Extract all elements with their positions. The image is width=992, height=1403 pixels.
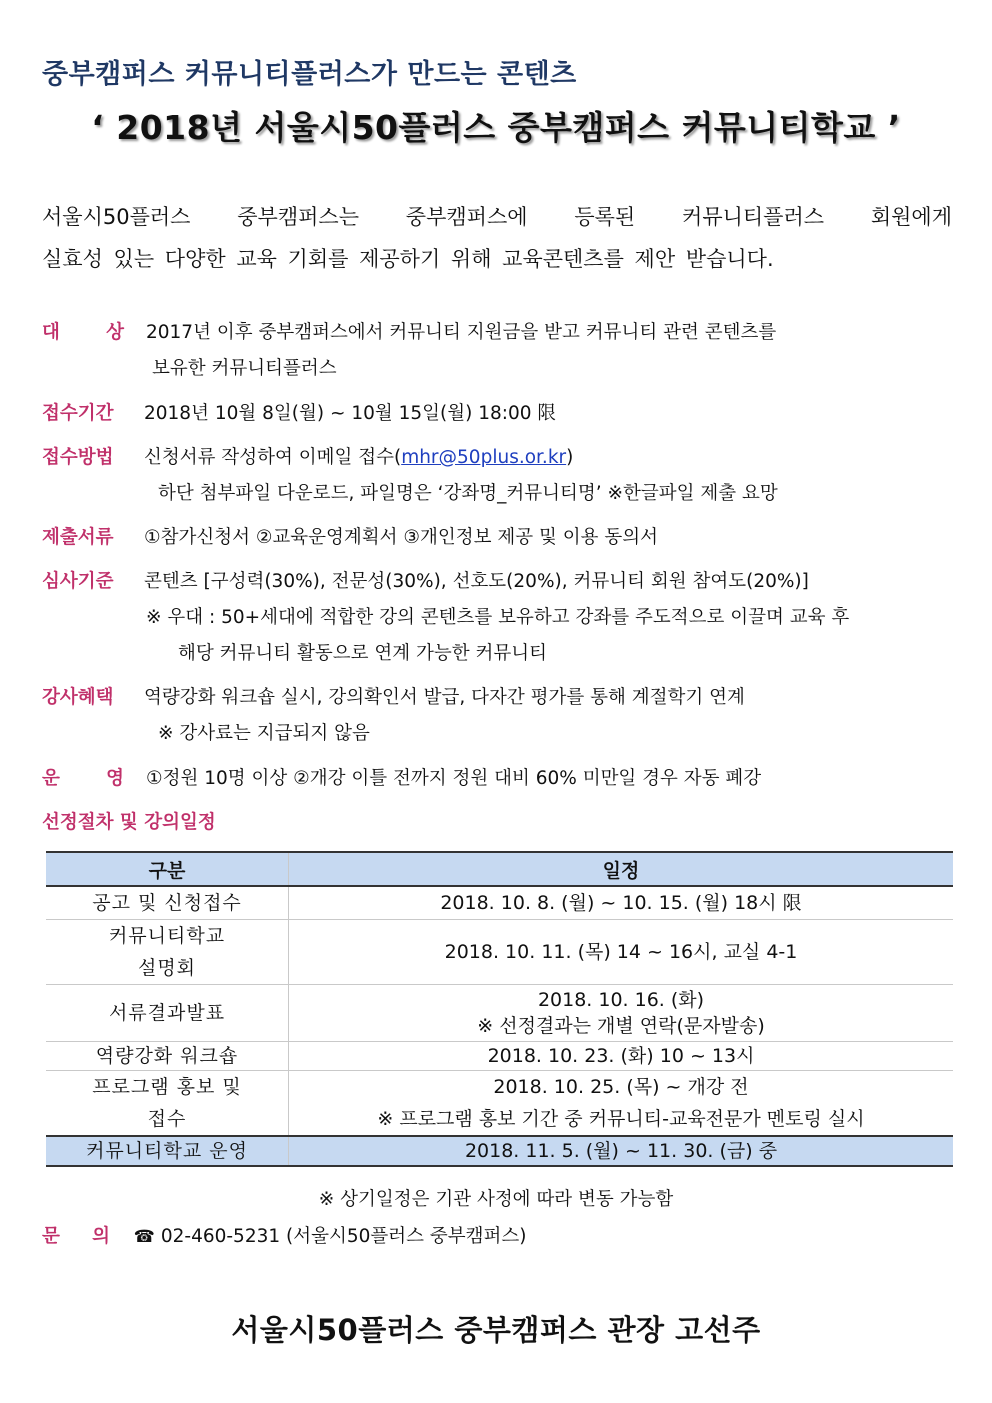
item-method-line-2: 하단 첨부파일 다운로드, 파일명은 ‘강좌명_커뮤니티명’ ※한글파일 제출 요망 <box>158 483 778 504</box>
document-subtitle: 중부캠퍼스 커뮤니티플러스가 만드는 콘텐츠 <box>42 59 577 90</box>
item-method-line-1: 신청서류 작성하여 이메일 접수(mhr@50plus.or.kr) <box>144 447 574 468</box>
item-target-line-1: 2017년 이후 중부캠퍼스에서 커뮤니티 지원금을 받고 커뮤니티 관련 콘텐츠를 <box>146 322 777 343</box>
item-benefit-line-2: ※ 강사료는 지급되지 않음 <box>158 723 370 744</box>
item-documents-label: 제출서류 <box>42 527 114 548</box>
schedule-category-cell: 역량강화 워크숍 <box>46 1042 289 1071</box>
schedule-date-cell: 2018. 10. 23. (화) 10 ~ 13시 <box>289 1042 954 1071</box>
schedule-header-row <box>46 852 953 886</box>
schedule-header-date: 일정 <box>289 852 954 886</box>
item-criteria-line-1: 콘텐츠 [구성력(30%), 전문성(30%), 선호도(20%), 커뮤니티 회원 참여도(20%)] <box>144 571 809 592</box>
intro-line-2: 실효성 있는 다양한 교육 기회를 제공하기 위해 교육콘텐츠를 제안 받습니다. <box>42 247 774 271</box>
item-target-label: 대 상 <box>42 322 124 343</box>
footer-signature: 서울시50플러스 중부캠퍼스 관장 고선주 <box>231 1313 761 1347</box>
item-documents-line-1: ①참가신청서 ②교육운영계획서 ③개인정보 제공 및 이용 동의서 <box>144 527 658 548</box>
item-criteria-label: 심사기준 <box>42 571 114 592</box>
item-benefit-line-1: 역량강화 워크숍 실시, 강의확인서 발급, 다자간 평가를 통해 계절학기 연계 <box>144 687 745 708</box>
item-method-label: 접수방법 <box>42 447 114 468</box>
contact-phone: 02-460-5231 <box>160 1226 281 1247</box>
table-row <box>46 985 953 1042</box>
intro-paragraph <box>42 196 952 280</box>
contact-org: (서울시50플러스 중부캠퍼스) <box>286 1226 527 1247</box>
intro-line-1: 서울시50플러스 중부캠퍼스는 중부캠퍼스에 등록된 커뮤니티플러스 회원에게 <box>42 205 952 229</box>
schedule-date-cell: 2018. 10. 16. (화) ※ 선정결과는 개별 연락(문자발송) <box>289 985 954 1042</box>
schedule-date-cell: 2018. 11. 5. (월) ~ 11. 30. (금) 중 <box>289 1136 954 1166</box>
schedule-label: 선정절차 및 강의일정 <box>42 812 216 833</box>
phone-icon: ☎ <box>133 1227 155 1247</box>
item-operation-label: 운 영 <box>42 768 124 789</box>
schedule-category-cell: 프로그램 홍보 및 접수 <box>46 1071 289 1137</box>
schedule-date-cell: 2018. 10. 8. (월) ~ 10. 15. (월) 18시 限 <box>289 886 954 920</box>
table-row <box>46 1136 953 1166</box>
contact-row <box>42 1222 527 1248</box>
schedule-header-category: 구분 <box>46 852 289 886</box>
email-link[interactable]: mhr@50plus.or.kr <box>401 447 567 468</box>
document-title: ‘ 2018년 서울시50플러스 중부캠퍼스 커뮤니티학교 ’ <box>91 108 901 147</box>
table-row <box>46 1042 953 1071</box>
schedule-category-cell: 커뮤니티학교 설명회 <box>46 920 289 985</box>
schedule-category-cell: 서류결과발표 <box>46 985 289 1042</box>
schedule-date-cell: 2018. 10. 11. (목) 14 ~ 16시, 교실 4-1 <box>289 920 954 985</box>
item-criteria-line-3: 해당 커뮤니티 활동으로 연계 가능한 커뮤니티 <box>178 643 547 664</box>
table-row <box>46 886 953 920</box>
schedule-category-cell: 커뮤니티학교 운영 <box>46 1136 289 1166</box>
schedule-note: ※ 상기일정은 기관 사정에 따라 변동 가능함 <box>318 1189 674 1210</box>
table-row <box>46 1071 953 1137</box>
item-operation-line-1: ①정원 10명 이상 ②개강 이틀 전까지 정원 대비 60% 미만일 경우 자동 폐강 <box>146 768 762 789</box>
item-period-label: 접수기간 <box>42 403 114 424</box>
table-row <box>46 920 953 985</box>
schedule-category-cell: 공고 및 신청접수 <box>46 886 289 920</box>
item-benefit-label: 강사혜택 <box>42 687 114 708</box>
schedule-table <box>46 851 953 1167</box>
item-target-line-2: 보유한 커뮤니티플러스 <box>152 358 337 379</box>
item-criteria-line-2: ※ 우대 : 50+세대에 적합한 강의 콘텐츠를 보유하고 강좌를 주도적으로 이끌며 교육 후 <box>146 607 850 628</box>
schedule-date-cell: 2018. 10. 25. (목) ~ 개강 전 ※ 프로그램 홍보 기간 중 커뮤니티-교육전문가 멘토링 실시 <box>289 1071 954 1137</box>
contact-label: 문 의 <box>42 1226 110 1247</box>
item-period-line-1: 2018년 10월 8일(월) ~ 10월 15일(월) 18:00 限 <box>144 403 556 424</box>
